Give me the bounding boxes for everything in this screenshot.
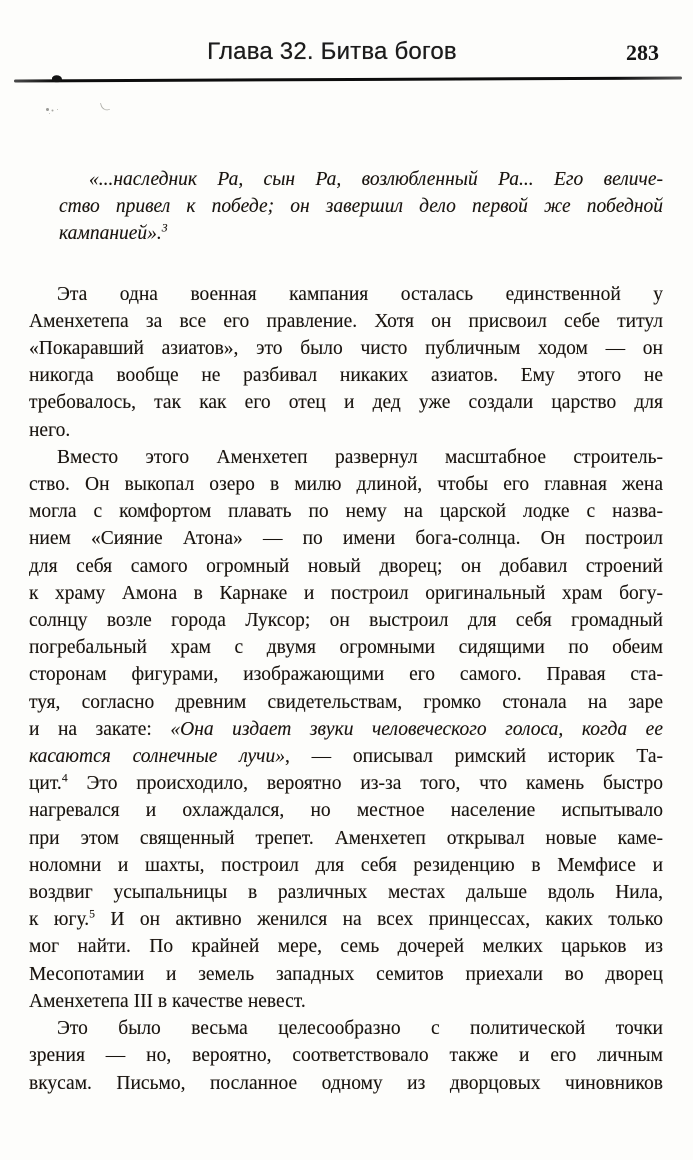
- text-segment: «...наследник Ра, сын Ра, возлюбленный Ра... Его величе-: [89, 169, 663, 190]
- text-segment: зрения — но, вероятно, соответствовало также и его личным: [29, 1045, 663, 1067]
- text-line: [29, 525, 663, 552]
- text-segment: погребальный храм с двумя огромными сидящими по обеим: [29, 637, 663, 659]
- text-segment: и на закате:: [29, 718, 171, 740]
- scan-artifact: [100, 101, 110, 112]
- text-segment: ство привел к победе; он завершил дело первой же победной: [59, 196, 663, 218]
- text-line: [29, 308, 663, 335]
- paragraph: [29, 444, 663, 1015]
- text-segment: Вместо этого Аменхетеп развернул масштабное строитель-: [57, 446, 663, 468]
- text-line: [29, 906, 663, 933]
- text-line: [29, 471, 663, 498]
- footnote-marker: 5: [89, 907, 95, 921]
- text-line: [29, 417, 663, 444]
- chapter-title: Глава 32. Битва богов: [207, 38, 457, 65]
- text-segment: цит.: [29, 773, 62, 795]
- text-line: [29, 661, 663, 688]
- text-segment: воздвиг усыпальницы в различных местах дальше вдоль Нила,: [29, 882, 663, 904]
- scan-artifact: [46, 108, 49, 111]
- text-segment: Это происходило, вероятно из-за того, что камень быстро: [67, 773, 663, 795]
- header-rule: [14, 77, 682, 83]
- text-segment: , — описывал римский историк Та-: [284, 746, 663, 768]
- text-line: [29, 743, 663, 770]
- text-segment: нагревался и охлаждался, но местное население испытывало: [29, 800, 663, 822]
- text-line: [59, 193, 663, 220]
- text-line: [29, 580, 663, 607]
- text-segment: к храму Амона в Карнаке и построил оригинальный храм богу-: [29, 582, 663, 604]
- text-line: [29, 607, 663, 634]
- text-line: [29, 553, 663, 580]
- text-segment: касаются солнечные лучи»: [29, 746, 285, 768]
- text-line: [29, 1070, 663, 1097]
- footnote-marker: 4: [61, 771, 68, 785]
- text-line: [29, 281, 663, 308]
- text-segment: вкусам. Письмо, посланное одному из дворцовых чиновников: [29, 1072, 663, 1094]
- text-line: [29, 498, 663, 525]
- text-segment: туя, согласно древним свидетельствам, громко стонала на заре: [29, 691, 663, 713]
- footnote-marker: 3: [161, 221, 168, 235]
- text-segment: никогда вообще не разбивал никаких азиатов. Ему этого не: [29, 365, 663, 387]
- text-segment: И он активно женился на всех принцессах, каких только: [94, 909, 663, 931]
- text-segment: при этом священный трепет. Аменхетеп открывал новые каме-: [29, 827, 663, 849]
- page-number: 283: [626, 40, 659, 65]
- text-segment: к югу.: [29, 909, 90, 931]
- text-segment: могла с комфортом плавать по нему на царской лодке с назва-: [29, 501, 663, 523]
- paragraph: [29, 281, 663, 444]
- text-segment: ство. Он выкопал озеро в милю длиной, чтобы его главная жена: [29, 474, 663, 496]
- text-segment: Это было весьма целесообразно с политической точки: [57, 1018, 663, 1040]
- text-segment: Аменхетепа III в качестве невест.: [29, 990, 306, 1012]
- text-line: [29, 335, 663, 362]
- text-line: [29, 852, 663, 879]
- text-line: [29, 716, 663, 743]
- text-line: [29, 634, 663, 661]
- text-line: [29, 797, 663, 824]
- text-segment: Месопотамии и земель западных семитов приехали во дворец: [29, 963, 663, 985]
- text-segment: требовалось, так как его отец и дед уже создали царство для: [29, 392, 663, 414]
- text-line: [29, 933, 663, 960]
- text-line: [29, 961, 663, 988]
- text-segment: него.: [29, 419, 71, 441]
- text-segment: солнцу возле города Луксор; он выстроил для себя громадный: [29, 610, 663, 632]
- text-line: [29, 825, 663, 852]
- text-line: [29, 1015, 663, 1042]
- text-segment: «Она издает звуки человеческого голоса, когда ее: [170, 718, 663, 740]
- text-line: [59, 166, 663, 193]
- text-body: [29, 166, 663, 1097]
- text-line: [29, 1042, 663, 1069]
- text-segment: ноломни и шахты, построил для себя резиденцию в Мемфисе и: [29, 854, 663, 876]
- paragraph: [29, 1015, 663, 1097]
- text-segment: нием «Сияние Атона» — по имени бога-солнца. Он построил: [29, 528, 663, 550]
- text-segment: сторонам фигурами, изображающими его самого. Правая ста-: [29, 664, 663, 686]
- text-line: [59, 220, 663, 247]
- text-line: [29, 770, 663, 797]
- text-segment: для себя самого огромный новый дворец; он добавил строений: [29, 555, 663, 577]
- text-line: [29, 689, 663, 716]
- text-line: [29, 444, 663, 471]
- text-segment: мог найти. По крайней мере, семь дочерей мелких царьков из: [29, 936, 663, 958]
- text-line: [29, 879, 663, 906]
- text-segment: кампанией».: [59, 223, 162, 245]
- text-line: [29, 389, 663, 416]
- text-segment: Аменхетепа за все его правление. Хотя он присвоил себе титул: [29, 310, 663, 332]
- text-line: [29, 988, 663, 1015]
- text-segment: Эта одна военная кампания осталась единственной у: [57, 283, 663, 305]
- quote-block: [29, 166, 663, 248]
- text-line: [29, 362, 663, 389]
- text-segment: «Покаравший азиатов», это было чисто публичным ходом — он: [29, 338, 663, 360]
